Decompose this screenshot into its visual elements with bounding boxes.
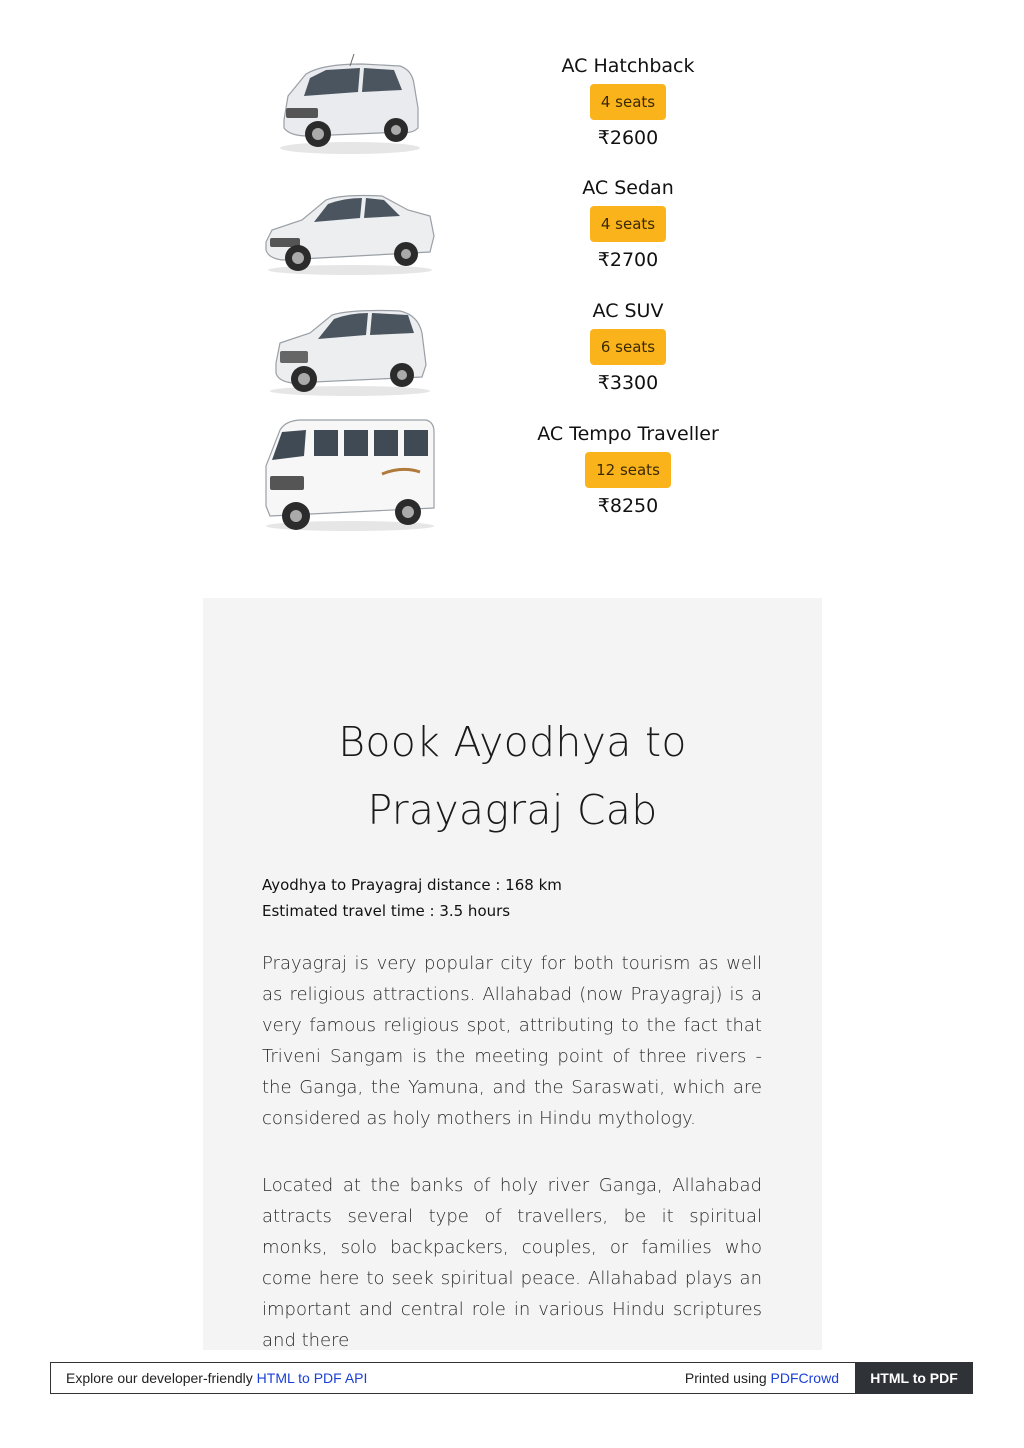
distance-value: 168 km	[505, 876, 562, 894]
hatchback-car-image	[262, 48, 438, 158]
page-title	[203, 708, 822, 844]
footer-printed-text: Printed using	[684, 1370, 771, 1386]
page-title-line2: Prayagraj Cab	[367, 786, 658, 834]
travel-time-label: Estimated travel time	[262, 902, 425, 920]
pdfcrowd-link[interactable]: PDFCrowd	[770, 1370, 839, 1386]
distance-separator: :	[490, 876, 506, 894]
content-panel	[203, 598, 822, 1350]
html-to-pdf-button[interactable]: HTML to PDF	[855, 1362, 973, 1394]
car-name: AC Sedan	[582, 177, 674, 199]
page-title-line1: Book Ayodhya to	[338, 718, 687, 766]
distance-line	[262, 872, 762, 898]
car-price: ₹3300	[597, 372, 659, 394]
seats-badge: 4 seats	[590, 206, 666, 242]
seats-badge: 6 seats	[590, 329, 666, 365]
location-paragraph: Located at the banks of holy river Ganga, Allahabad attracts several type of travellers, be it spiritual monks, solo backpackers, couples, or families who come here to seek spiritual peace. Allahabad plays an important and central role in various Hindu scriptures and there	[262, 1175, 762, 1350]
seats-badge: 12 seats	[585, 452, 671, 488]
car-option-tempo-traveller[interactable]	[0, 416, 1024, 534]
trip-facts	[262, 872, 762, 924]
car-option-hatchback[interactable]	[0, 48, 1024, 158]
tempo-traveller-image	[262, 416, 438, 534]
footer-printed	[685, 1363, 839, 1393]
car-option-sedan[interactable]	[0, 170, 1024, 280]
travel-time-value: 3.5 hours	[439, 902, 511, 920]
pdfcrowd-footer	[50, 1362, 973, 1394]
intro-paragraph: Prayagraj is very popular city for both tourism as well as religious attractions. Allahabad (now Prayagraj) is a very famous religious spot, attributing to the fact that Triveni Sangam is the meeting point of three rivers - the Ganga, the Yamuna, and the Saraswati, which are considered as holy mothers in Hindu mythology.	[262, 953, 762, 1129]
car-price: ₹2700	[597, 249, 659, 271]
footer-explore	[66, 1363, 367, 1393]
car-option-suv[interactable]	[0, 293, 1024, 403]
travel-time-line	[262, 898, 762, 924]
seats-badge: 4 seats	[590, 84, 666, 120]
travel-time-separator: :	[424, 902, 440, 920]
distance-label: Ayodhya to Prayagraj distance	[262, 876, 491, 894]
html-to-pdf-api-link[interactable]: HTML to PDF API	[256, 1370, 368, 1386]
car-name: AC SUV	[592, 300, 664, 322]
car-price: ₹8250	[597, 495, 659, 517]
car-name: AC Tempo Traveller	[537, 423, 719, 445]
car-price: ₹2600	[597, 127, 659, 149]
car-name: AC Hatchback	[561, 55, 695, 77]
sedan-car-image	[262, 170, 438, 280]
footer-explore-text: Explore our developer-friendly	[66, 1370, 257, 1386]
suv-car-image	[262, 293, 438, 403]
